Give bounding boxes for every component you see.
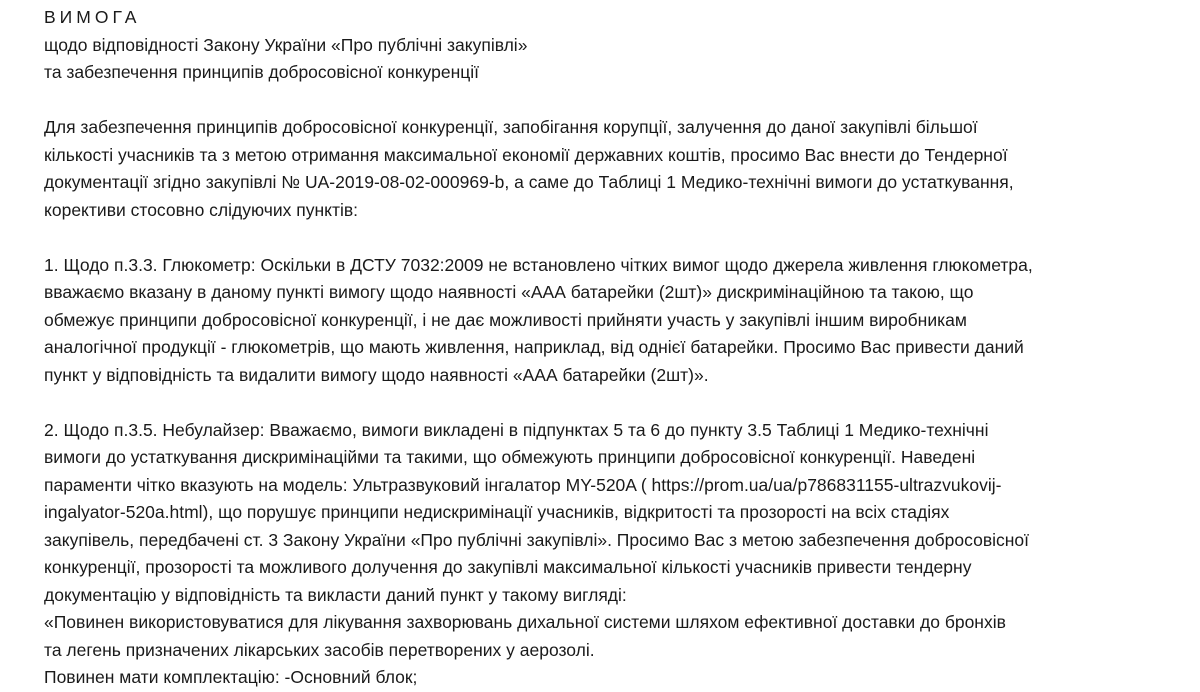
- paragraph-line: 1. Щодо п.3.3. Глюкометр: Оскільки в ДСТУ 7032:2009 не встановлено чітких вимог щодо джерела живлення глюкометра,: [44, 254, 1033, 275]
- paragraph-line: Для забезпечення принципів добросовісної конкуренції, запобігання корупції, залучення до даної закупівлі більшої: [44, 117, 978, 137]
- paragraph-line: пункт у відповідність та видалити вимогу щодо наявності «ААА батарейки (2шт)».: [44, 364, 709, 385]
- paragraph-line: обмежує принципи добросовісної конкуренції, і не дає можливості прийняти участь у закупівлі іншим виробникам: [44, 309, 967, 330]
- paragraph-line: параменти чітко вказують на модель: Ультразвуковий інгалатор MY-520A ( https://prom.ua/ua/p786831155-ultrazvukovij-: [44, 474, 1002, 495]
- paragraph-gap: [44, 224, 1169, 252]
- paragraph-item-2: [44, 417, 1169, 692]
- paragraph-line: кількості учасників та з метою отримання максимальної економії державних коштів, просимо Вас внести до Тендерної: [44, 144, 1008, 165]
- subtitle-line-2: та забезпечення принципів доброcовісної конкуренції: [44, 62, 480, 82]
- paragraph-line: ingalyator-520a.html), що порушує принципи недискримінації учасників, відкритості та прозорості на всіх стадіях: [44, 502, 950, 522]
- paragraph-line: аналогічної продукції - глюкометрів, що мають живлення, наприклад, від однієї батарейки. Просимо Вас привести даний: [44, 337, 1024, 357]
- document-heading: ВИМОГА: [44, 7, 141, 27]
- paragraph-line: конкуренції, прозорості та можливого долучення до закупівлі максимальної кількості учасників привести тендерну: [44, 557, 972, 577]
- paragraph-gap: [44, 87, 1169, 115]
- paragraph-line: Повинен мати комплектацію: -Основний блок;: [44, 667, 418, 687]
- paragraph-line: корективи стосовно слідуючих пунктів:: [44, 199, 359, 220]
- document-page: [44, 4, 1169, 692]
- paragraph-line: та легень призначених лікарських засобів перетворених у аерозолі.: [44, 639, 595, 660]
- paragraph-intro: [44, 114, 1169, 224]
- paragraph-item-1: [44, 252, 1169, 390]
- paragraph-line: 2. Щодо п.3.5. Небулайзер: Вважаємо, вимоги викладені в підпунктах 5 та 6 до пункту 3.5 Таблиці 1 Медико-технічні: [44, 419, 989, 440]
- paragraph-line: документацію у відповідність та викласти даний пункт у такому вигляді:: [44, 584, 627, 605]
- paragraph-gap: [44, 389, 1169, 417]
- paragraph-line: документації згідно закупівлі № UA-2019-08-02-000969-b, а саме до Таблиці 1 Медико-технічні вимоги до устаткування,: [44, 172, 1014, 192]
- paragraph-line: «Повинен використовуватися для лікування захворювань дихальної системи шляхом ефективної доставки до бронхів: [44, 612, 1006, 632]
- subtitle-line-1: щодо відповідності Закону України «Про публічні закупівлі»: [44, 34, 528, 55]
- paragraph-line: вимоги до устаткування дискримінаційми та такими, що обмежують принципи добросовісної конкуренції. Наведені: [44, 447, 976, 467]
- paragraph-line: вважаємо вказану в даному пункті вимогу щодо наявності «ААА батарейки (2шт)» дискримінаційною та такою, що: [44, 282, 974, 302]
- paragraph-line: закупівель, передбачені ст. 3 Закону України «Про публічні закупівлі». Просимо Вас з метою забезпечення добросовісної: [44, 529, 1030, 550]
